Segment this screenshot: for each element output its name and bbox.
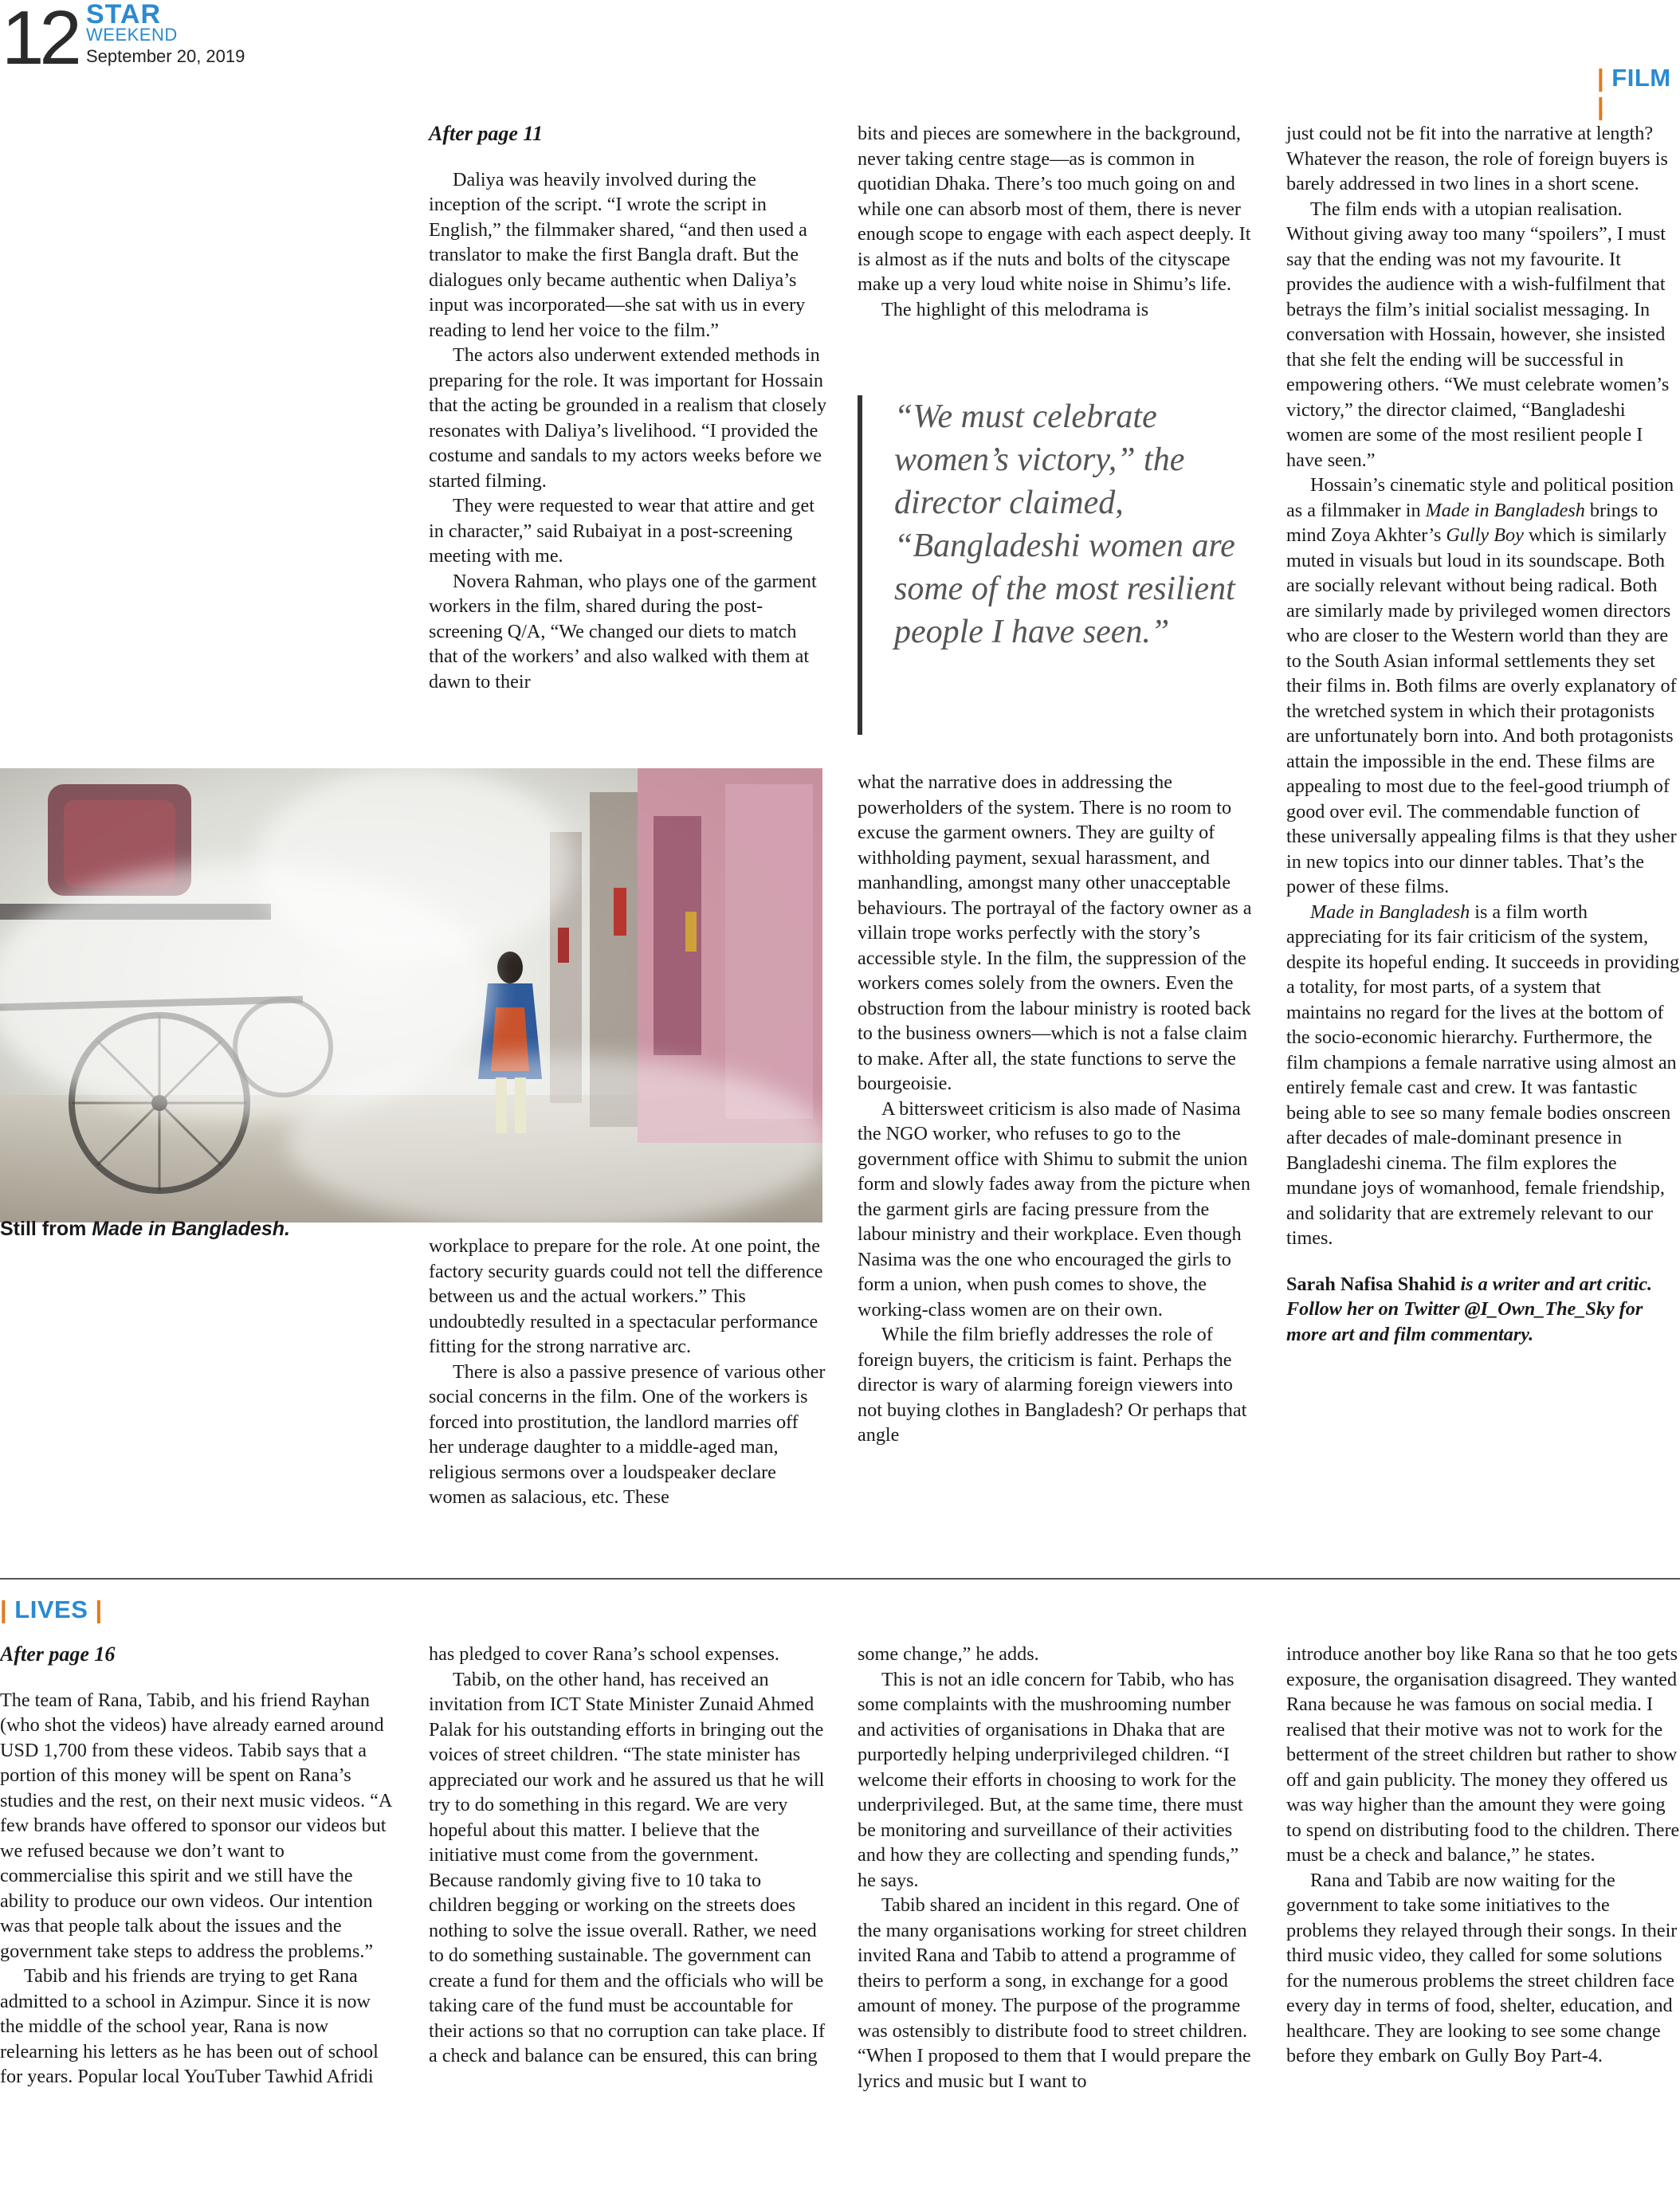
- lives-kicker: After page 16: [0, 1642, 116, 1666]
- paragraph: There is also a passive presence of various other social concerns in the film. One of the workers is forced into prostitution, the landlord marries off her underage daughter to a middle-aged man, religious sermons over a loudspeaker declare women as salacious, etc. These: [429, 1360, 826, 1508]
- film-still-image: [0, 768, 822, 1223]
- lives-column-1: [0, 1642, 398, 2188]
- film-column-3: [1286, 121, 1680, 1560]
- section-tag-film: | FILM |: [1597, 64, 1671, 120]
- paragraph: The actors also underwent extended methods in preparing for the role. It was important for Hossain that the acting be grounded in a realism that closely resonates with Daliya’s livelihood. “I provided the costume and sandals to my actors weeks before we started filming.: [429, 344, 827, 492]
- paragraph: Rana and Tabib are now waiting for the government to take some initiatives to the problems they relayed through their songs. In their third music video, they called for some solutions for the numerous problems the street children face every day in terms of food, shelter, education, and healthcare. They are looking to see some change before they embark on Gully Boy Part-4.: [1286, 1869, 1678, 2066]
- paragraph: Tabib and his friends are trying to get Rana admitted to a school in Azimpur. Since it is now the middle of the school year, Rana is now relearning his letters as he has been out of school for years. Popular local YouTuber Tawhid Afridi: [0, 1965, 379, 2087]
- paragraph: Novera Rahman, who plays one of the garment workers in the film, shared during the post-screening Q/A, “We changed our diets to match that of the workers’ and also walked with them at dawn to their: [429, 570, 817, 693]
- paragraph: introduce another boy like Rana so that he too gets exposure, the organisation disagreed. They wanted Rana because he was famous on social media. I realised that their motive was not to work for the betterment of the street children but rather to show off and gain publicity. The money they offered us was way higher than the amount they were going to spend on distributing food to the children. There must be a check and balance,” he states.: [1286, 1643, 1680, 1866]
- paragraph: workplace to prepare for the role. At one point, the factory security guards could not tell the difference between us and the actual workers.” This undoubtedly resulted in a spectacular performance fitting for the strong narrative arc.: [429, 1235, 823, 1357]
- section-divider: [0, 1578, 1680, 1580]
- paragraph: While the film briefly addresses the role of foreign buyers, the criticism is faint. Perhaps the director is wary of alarming foreign viewers into not buying clothes in Bangladesh? Or perhaps that angle: [858, 1324, 1247, 1446]
- issue-date: September 20, 2019: [86, 46, 245, 66]
- film-still-photo: [0, 768, 822, 1223]
- paragraph: Tabib, on the other hand, has received an invitation from ICT State Minister Zunaid Ahmed Palak for his outstanding efforts in bringing out the voices of street children. “The state minister has appreciated our work and he assured us that he will try to do something in this regard. We are very hopeful about this matter. I believe that the initiative must come from the government. Because randomly giving five to 10 taka to children begging or working on the streets does nothing to solve the issue overall. Rather, we need to do something sustainable. The government can create a fund for them and the officials who will be taking care of the fund must be accountable for their actions so that no corruption can take place. If a check and balance can be ensured, this can bring: [429, 1668, 826, 2066]
- masthead: [86, 2, 245, 67]
- section-tag-lives: | LIVES |: [0, 1595, 103, 1623]
- author-name: Sarah Nafisa Shahid: [1286, 1273, 1456, 1295]
- lives-column-2: [429, 1642, 827, 2188]
- film-kicker: After page 11: [429, 122, 543, 145]
- caption-title: Made in Bangladesh.: [92, 1218, 290, 1240]
- caption-prefix: Still from: [0, 1218, 92, 1240]
- paragraph: The team of Rana, Tabib, and his friend Rayhan (who shot the videos) have already earned around USD 1,700 from these videos. Tabib says that a portion of this money will be spent on Rana’s studies and the rest, on their next music videos. “A few brands have offered to sponsor our videos but we refused because we don’t want to commercialise this spirit and we still have the ability to produce our own videos. Our intention was that people talk about the issues and the government take steps to address the problems.”: [0, 1689, 392, 1962]
- photo-caption: [0, 1218, 290, 1241]
- paragraph: They were requested to wear that attire and get in character,” said Rubaiyat in a post-screening meeting with me.: [429, 495, 814, 567]
- paragraph: Tabib shared an incident in this regard. One of the many organisations working for street children invited Rana and Tabib to attend a programme of theirs to perform a song, in exchange for a good amount of money. The purpose of the programme was ostensibly to distribute food to street children. “When I proposed to them that I would prepare the lyrics and music but I want to: [858, 1894, 1251, 2092]
- paragraph: what the narrative does in addressing the powerholders of the system. There is no room to excuse the garment owners. They are guilty of withholding payment, sexual harassment, and manhandling, amongst many other unacceptable behaviours. The portrayal of the factory owner as a villain trope works perfectly with the story’s accessible style. In the film, the suppression of the workers comes solely from the owners. Even the obstruction from the labour ministry is rooted back to the business owners—which is not a false claim to make. After all, the state functions to serve the bourgeoisie.: [858, 771, 1252, 1094]
- film-column-2-top: [858, 121, 1256, 375]
- paragraph: Daliya was heavily involved during the inception of the script. “I wrote the script in English,” the filmmaker shared, “and then used a translator to make the first Bangla draft. But the dialogues only became authentic when Daliya’s input was incorporated—she sat with us in every reading to lend her voice to the film.”: [429, 168, 807, 341]
- paragraph: has pledged to cover Rana’s school expenses.: [429, 1643, 779, 1665]
- lives-column-3: [858, 1642, 1256, 2188]
- paragraph: Made in Bangladesh is a film worth appreciating for its fair criticism of the system, despite its hopeful ending. It succeeds in providing a totality, for most parts, of a system that maintains no regard for the lives at the bottom of the socio-economic hierarchy. Furthermore, the film champions a female narrative using almost an entirely female cast and crew. It was fantastic being able to see so many female bodies onscreen after decades of male-dominant presence in Bangladeshi cinema. The film explores the mundane joys of womanhood, female friendship, and solidarity that are extremely relevant to our times.: [1286, 901, 1680, 1249]
- paragraph: bits and pieces are somewhere in the background, never taking centre stage—as is common in quotidian Dhaka. There’s too much going on and while one can absorb most of them, there is never enough scope to engage with each aspect deeply. It is almost as if the nuts and bolts of the cityscape make up a very loud white noise in Shimu’s life.: [858, 123, 1251, 295]
- section-label: FILM: [1611, 64, 1671, 92]
- paragraph: A bittersweet criticism is also made of Nasima the NGO worker, who refuses to go to the government office with Shimu to submit the union form and slowly fades away from the picture when the garment girls are facing pressure from the labour ministry and their workplace. Even though Nasima was the one who encouraged the girls to form a union, when push comes to shove, the working-class women are on their own.: [858, 1097, 1250, 1321]
- paragraph: This is not an idle concern for Tabib, who has some complaints with the mushrooming number and activities of organisations in Dhaka that are purportedly helping underprivileged children. “I welcome their efforts in choosing to work for the underprivileged. But, at the same time, there must be monitoring and surveillance of their activities and how they are collecting and spending funds,” he says.: [858, 1668, 1243, 1891]
- film-column-2-bottom: [858, 770, 1256, 1559]
- paragraph: some change,” he adds.: [858, 1643, 1039, 1665]
- film-column-1-bottom: [429, 1234, 827, 1559]
- film-column-1-top: [429, 121, 827, 736]
- page-number: 12: [2, 0, 77, 80]
- paragraph: just could not be fit into the narrative at length? Whatever the reason, the role of foreign buyers is barely addressed in two lines in a short scene.: [1286, 123, 1668, 194]
- paragraph: The highlight of this melodrama is: [881, 298, 1149, 320]
- lives-column-4: [1286, 1642, 1680, 2188]
- paragraph: Hossain’s cinematic style and political position as a filmmaker in Made in Bangladesh brings to mind Zoya Akhter’s Gully Boy which is similarly muted in visuals but loud in its soundscape. Both are socially relevant without being radical. Both are similarly made by privileged women directors who are closer to the Western world than they are to the South Asian informal settlements they set their films in. Both films are overly explanatory of the wretched system in which their protagonists are unfortunately born into. And both protagonists attain the impossible in the end. These films are appealing to most due to the feel-good triumph of good over evil. The commendable function of these universally appealing films is that they usher in new topics into our dinner tables. That’s the power of these films.: [1286, 474, 1677, 897]
- paragraph: The film ends with a utopian realisation. Without giving away too many “spoilers”, I must say that the ending was not my favourite. It provides the audience with a wish-fulfilment that betrays the film’s initial socialist messaging. In conversation with Hossain, however, she insisted that she felt the ending will be successful in empowering others. “We must celebrate women’s victory,” the director claimed, “Bangladeshi women are some of the most resilient people I have seen.”: [1286, 198, 1670, 471]
- author-byline: Sarah Nafisa Shahid is a writer and art critic. Follow her on Twitter @I_Own_The_Sky for more art and film commentary.: [1286, 1273, 1652, 1345]
- brand-sub: WEEKEND: [86, 25, 178, 45]
- pull-quote: “We must celebrate women’s victory,” the director claimed, “Bangladeshi women are some of the most resilient people I have seen.”: [858, 395, 1269, 735]
- brand-name: STAR: [86, 0, 162, 29]
- section-label: LIVES: [14, 1595, 88, 1623]
